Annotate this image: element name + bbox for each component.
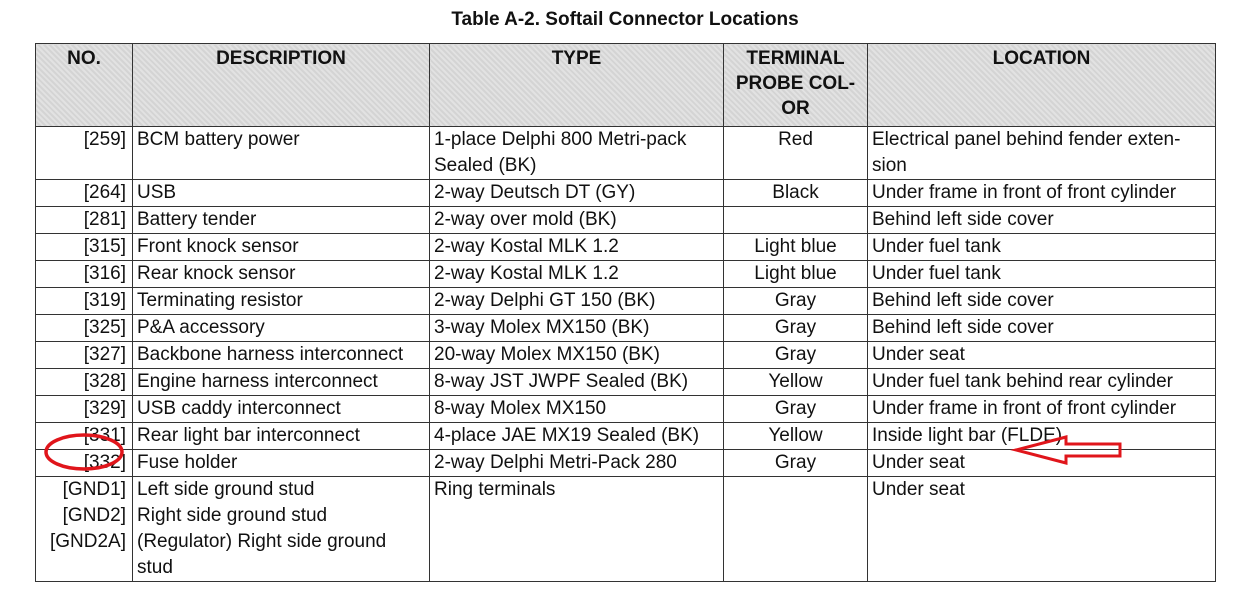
cell-probe-color xyxy=(724,477,868,582)
cell-no: [327] xyxy=(36,342,133,369)
table-title: Table A-2. Softail Connector Locations xyxy=(451,9,799,30)
table-row xyxy=(36,369,1216,396)
cell-no: [328] xyxy=(36,369,133,396)
cell-location: Under fuel tank xyxy=(868,261,1216,288)
ground-desc: (Regulator) Right side ground xyxy=(137,531,387,552)
cell-location: Under seat xyxy=(868,477,1216,582)
cell-type: 2-way Kostal MLK 1.2 xyxy=(430,261,724,288)
ground-desc: Right side ground stud xyxy=(137,505,328,526)
cell-location: Under seat xyxy=(868,342,1216,369)
cell-no: [319] xyxy=(36,288,133,315)
table-row-highlighted xyxy=(36,450,1216,477)
ground-desc: Left side ground stud xyxy=(137,479,315,500)
cell-description: Rear knock sensor xyxy=(133,261,430,288)
cell-no: [329] xyxy=(36,396,133,423)
cell-location: Under fuel tank behind rear cylinder xyxy=(868,369,1216,396)
cell-type: 3-way Molex MX150 (BK) xyxy=(430,315,724,342)
cell-description: BCM battery power xyxy=(133,127,430,180)
table-row xyxy=(36,207,1216,234)
cell-no: [325] xyxy=(36,315,133,342)
cell-probe-color: Yellow xyxy=(724,423,868,450)
cell-probe-color: Light blue xyxy=(724,234,868,261)
cell-location: Under frame in front of front cylinder xyxy=(868,396,1216,423)
cell-probe-color: Gray xyxy=(724,288,868,315)
cell-type: Ring terminals xyxy=(430,477,724,582)
cell-type: 1-place Delphi 800 Metri-pack Sealed (BK) xyxy=(430,127,724,180)
cell-probe-color: Black xyxy=(724,180,868,207)
cell-probe-color: Gray xyxy=(724,396,868,423)
cell-no xyxy=(36,477,133,582)
cell-no: [315] xyxy=(36,234,133,261)
cell-probe-color: Gray xyxy=(724,342,868,369)
cell-no: [264] xyxy=(36,180,133,207)
table-row xyxy=(36,234,1216,261)
cell-no: [331] xyxy=(36,423,133,450)
cell-type: 8-way JST JWPF Sealed (BK) xyxy=(430,369,724,396)
ground-no: [GND2A] xyxy=(49,531,126,552)
cell-type: 20-way Molex MX150 (BK) xyxy=(430,342,724,369)
cell-description: Fuse holder xyxy=(133,450,430,477)
cell-description: Engine harness interconnect xyxy=(133,369,430,396)
cell-type: 2-way Deutsch DT (GY) xyxy=(430,180,724,207)
cell-type: 2-way Delphi GT 150 (BK) xyxy=(430,288,724,315)
table-row xyxy=(36,180,1216,207)
cell-location: Behind left side cover xyxy=(868,207,1216,234)
cell-description: Rear light bar interconnect xyxy=(133,423,430,450)
cell-no: [332] xyxy=(36,450,133,477)
table-row-ground xyxy=(36,477,1216,582)
ground-desc: stud xyxy=(137,557,173,578)
cell-type: 8-way Molex MX150 xyxy=(430,396,724,423)
cell-description: Terminating resistor xyxy=(133,288,430,315)
cell-description: USB xyxy=(133,180,430,207)
cell-description: USB caddy interconnect xyxy=(133,396,430,423)
connector-table xyxy=(35,43,1216,582)
cell-type: 4-place JAE MX19 Sealed (BK) xyxy=(430,423,724,450)
table-row xyxy=(36,288,1216,315)
cell-probe-color: Yellow xyxy=(724,369,868,396)
table-row xyxy=(36,127,1216,180)
cell-probe-color: Gray xyxy=(724,450,868,477)
cell-probe-color: Light blue xyxy=(724,261,868,288)
header-terminal-probe-color xyxy=(724,44,868,127)
header-type: TYPE xyxy=(430,44,724,127)
header-terminal-line: TERMINAL xyxy=(746,48,845,69)
header-description: DESCRIPTION xyxy=(133,44,430,127)
cell-location: Behind left side cover xyxy=(868,288,1216,315)
cell-probe-color: Red xyxy=(724,127,868,180)
cell-location: Under fuel tank xyxy=(868,234,1216,261)
cell-location: Under seat xyxy=(868,450,1216,477)
table-row xyxy=(36,261,1216,288)
header-terminal-line: OR xyxy=(781,98,810,119)
cell-type: 2-way Kostal MLK 1.2 xyxy=(430,234,724,261)
cell-description xyxy=(133,477,430,582)
cell-description: Backbone harness interconnect xyxy=(133,342,430,369)
cell-type: 2-way Delphi Metri-Pack 280 xyxy=(430,450,724,477)
table-row xyxy=(36,342,1216,369)
cell-location: Inside light bar (FLDE) xyxy=(868,423,1216,450)
header-location: LOCATION xyxy=(868,44,1216,127)
table-row xyxy=(36,315,1216,342)
cell-probe-color: Gray xyxy=(724,315,868,342)
cell-location: Behind left side cover xyxy=(868,315,1216,342)
cell-location: Under frame in front of front cylinder xyxy=(868,180,1216,207)
header-no: NO. xyxy=(36,44,133,127)
cell-no: [316] xyxy=(36,261,133,288)
cell-probe-color xyxy=(724,207,868,234)
header-row xyxy=(36,44,1216,127)
cell-type: 2-way over mold (BK) xyxy=(430,207,724,234)
cell-no: [259] xyxy=(36,127,133,180)
cell-description: Front knock sensor xyxy=(133,234,430,261)
table-row xyxy=(36,396,1216,423)
cell-location: Electrical panel behind fender exten-sion xyxy=(868,127,1216,180)
ground-no: [GND1] xyxy=(62,479,126,500)
ground-no: [GND2] xyxy=(62,505,126,526)
header-terminal-line: PROBE COL- xyxy=(735,73,856,94)
cell-description: P&A accessory xyxy=(133,315,430,342)
cell-no: [281] xyxy=(36,207,133,234)
cell-description: Battery tender xyxy=(133,207,430,234)
table-row xyxy=(36,423,1216,450)
